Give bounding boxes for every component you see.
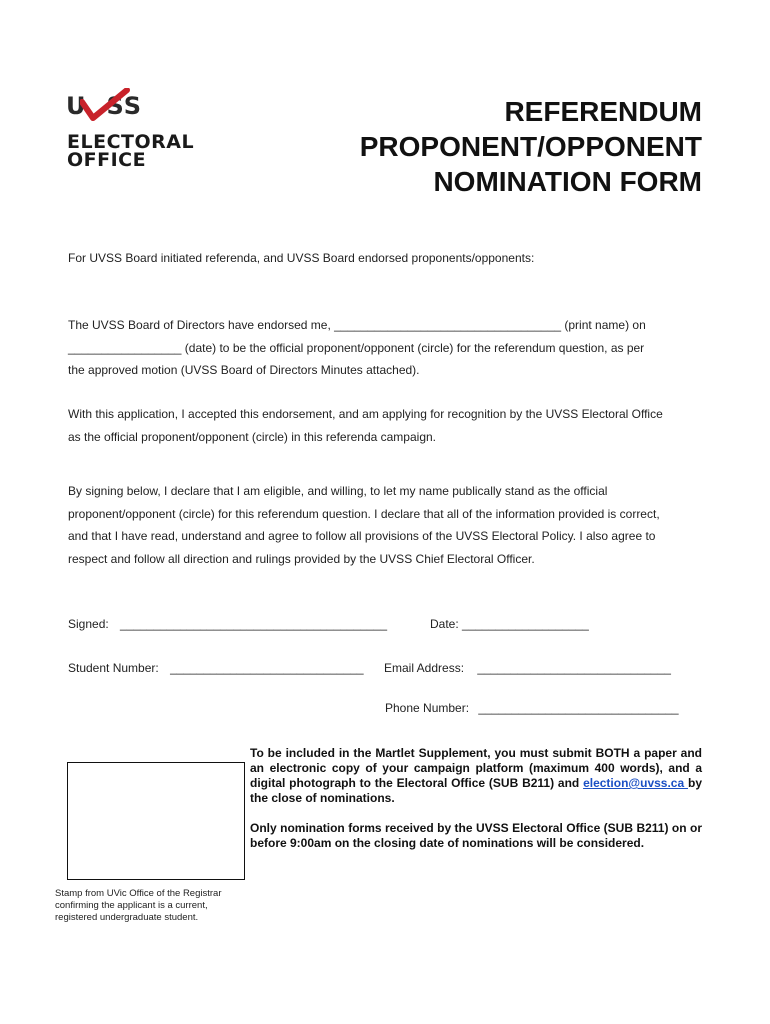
date-line[interactable]: ___________________ — [462, 617, 589, 631]
signed-line[interactable]: ________________________________________ — [120, 617, 387, 631]
stamp-caption-line-3: registered undergraduate student. — [55, 912, 199, 923]
deadline-notice: Only nomination forms received by the UVSS Electoral Office (SUB B211) on or before 9:00am on the closing date of nominations will be considered. — [250, 821, 702, 850]
signed-field[interactable] — [68, 617, 387, 631]
email-line[interactable]: _____________________________ — [477, 661, 671, 675]
logo-letters-ss: SS — [106, 92, 142, 120]
uvss-electoral-office-logo — [66, 92, 196, 172]
title-line-3: NOMINATION FORM — [433, 166, 702, 197]
notice-text: To be included in the Martlet Supplement, you must submit BOTH a paper and an electronic copy of your campaign platform (maximum 400 words), and a digital photograph to the Electoral Office (SUB B211) and — [250, 746, 702, 790]
notice-text-end: by the close of nominations. — [250, 776, 702, 805]
endorsement-line-3: the approved motion (UVSS Board of Directors Minutes attached). — [68, 363, 420, 377]
student-number-field[interactable] — [68, 661, 364, 675]
checkmark-icon — [80, 88, 130, 122]
endorsement-line-2: _________________ (date) to be the official proponent/opponent (circle) for the referendum question, as per — [68, 340, 645, 355]
declaration-line-2: proponent/opponent (circle) for this referendum question. I declare that all of the information provided is correct, — [68, 506, 660, 521]
stamp-caption — [55, 888, 255, 924]
signed-label: Signed: — [68, 617, 109, 631]
phone-line[interactable]: ______________________________ — [478, 701, 679, 715]
logo-office-text: OFFICE — [67, 149, 147, 171]
date-field[interactable] — [430, 617, 589, 631]
declaration-line-4: respect and follow all direction and rulings provided by the UVSS Chief Electoral Officer. — [68, 551, 535, 566]
date-label: Date: — [430, 617, 459, 631]
endorsement-paragraph — [68, 314, 708, 382]
email-field[interactable] — [384, 661, 671, 675]
intro-text: For UVSS Board initiated referenda, and UVSS Board endorsed proponents/opponents: — [68, 251, 535, 265]
logo-letter-u: U — [66, 92, 87, 120]
phone-field[interactable] — [385, 701, 679, 715]
logo-electoral-text: ELECTORAL — [67, 131, 195, 153]
declaration-line-3: and that I have read, understand and agree to follow all provisions of the UVSS Electoral Policy. I also agree to — [68, 529, 656, 543]
martlet-supplement-notice — [250, 746, 702, 806]
election-email-link[interactable]: election@uvss.ca — [583, 776, 688, 790]
email-label: Email Address: — [384, 661, 465, 675]
declaration-paragraph — [68, 480, 708, 570]
endorsement-line-1: The UVSS Board of Directors have endorsed me, __________________________________ (print name) on — [68, 318, 646, 332]
application-line-2: as the official proponent/opponent (circle) in this referenda campaign. — [68, 429, 436, 444]
application-line-1: With this application, I accepted this endorsement, and am applying for recognition by the UVSS Electoral Office — [68, 407, 663, 421]
form-title — [342, 94, 702, 199]
application-paragraph — [68, 403, 708, 448]
declaration-line-1: By signing below, I declare that I am eligible, and willing, to let my name publically stand as the official — [68, 484, 608, 498]
student-number-label: Student Number: — [68, 661, 159, 675]
title-line-1: REFERENDUM — [504, 96, 702, 127]
title-line-2: PROPONENT/OPPONENT — [359, 131, 702, 162]
phone-label: Phone Number: — [385, 701, 470, 715]
stamp-caption-line-2: confirming the applicant is a current, — [55, 900, 208, 911]
student-number-line[interactable]: _____________________________ — [170, 661, 364, 675]
registrar-stamp-box — [67, 762, 245, 880]
stamp-caption-line-1: Stamp from UVic Office of the Registrar — [55, 888, 222, 899]
